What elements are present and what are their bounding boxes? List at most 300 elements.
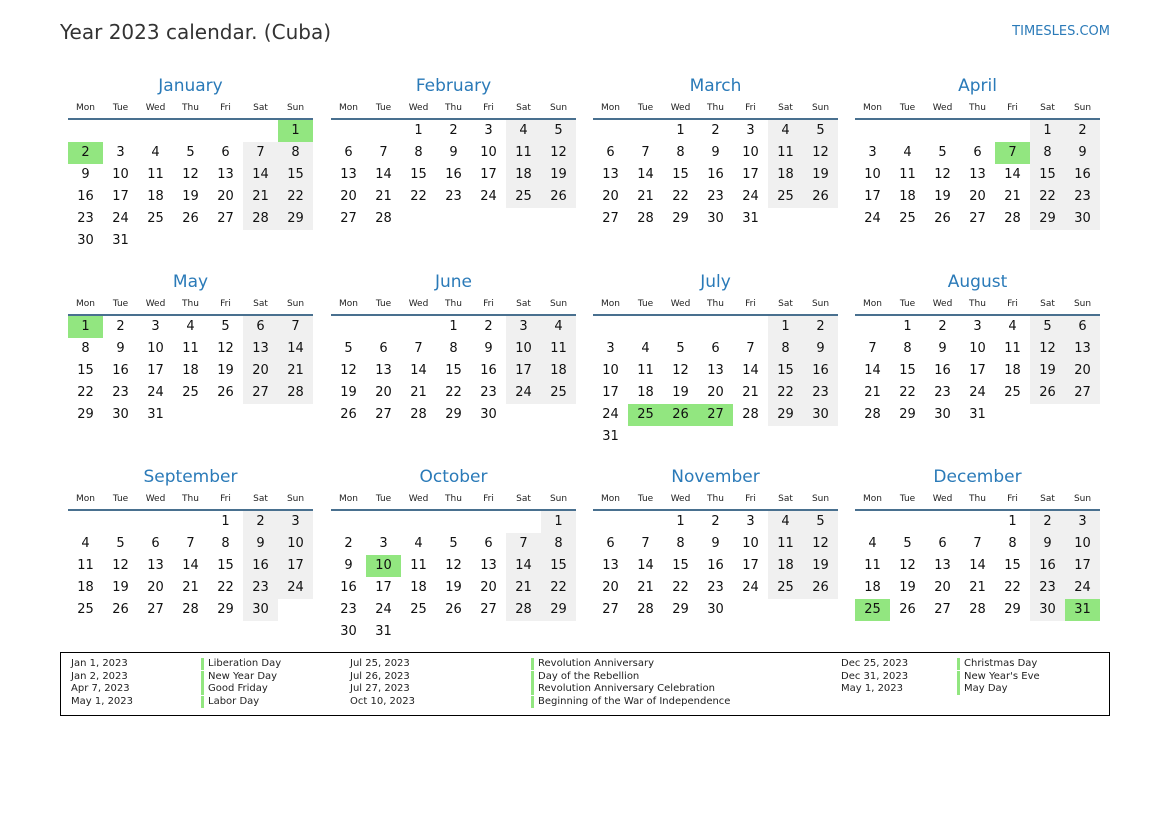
legend-holiday-name: Christmas Day xyxy=(957,658,1037,670)
day-cell: 21 xyxy=(742,385,759,400)
weekday-label: Tue xyxy=(899,494,916,504)
day-cell: 23 xyxy=(77,211,94,226)
day-cell: 23 xyxy=(445,189,462,204)
site-link[interactable]: TIMESLES.COM xyxy=(1012,24,1110,39)
legend-holiday-name: May Day xyxy=(957,683,1008,695)
day-cell: 1 xyxy=(676,514,685,529)
legend-holiday-name: Good Friday xyxy=(201,683,268,695)
week-row xyxy=(68,404,313,426)
day-cell: 9 xyxy=(1030,533,1065,555)
empty-day-cell xyxy=(138,120,173,142)
day-cell: 5 xyxy=(803,511,838,533)
week-row xyxy=(593,164,838,186)
week-row xyxy=(593,577,838,599)
day-cell: 17 xyxy=(480,167,497,182)
empty-day-cell xyxy=(331,316,366,338)
day-cell: 29 xyxy=(77,407,94,422)
day-cell: 4 xyxy=(768,120,803,142)
empty-day-cell xyxy=(541,404,576,426)
day-cell: 26 xyxy=(182,211,199,226)
legend-date: Dec 31, 2023 xyxy=(841,670,909,682)
day-cell: 2 xyxy=(243,511,278,533)
day-cell: 12 xyxy=(445,558,462,573)
day-cell: 23 xyxy=(934,385,951,400)
weekday-label: Sat xyxy=(1040,299,1055,309)
empty-day-cell xyxy=(401,511,436,533)
day-cell: 6 xyxy=(151,536,160,551)
day-cell: 6 xyxy=(243,316,278,338)
weekday-label: Tue xyxy=(112,103,129,113)
day-cell: 18 xyxy=(77,580,94,595)
day-cell: 14 xyxy=(969,558,986,573)
week-row xyxy=(68,316,313,338)
day-cell: 18 xyxy=(899,189,916,204)
day-cell: 6 xyxy=(606,536,615,551)
day-cell: 30 xyxy=(77,233,94,248)
day-cell: 11 xyxy=(182,341,199,356)
day-cell: 26 xyxy=(934,211,951,226)
week-row xyxy=(855,555,1100,577)
weekday-label: Thu xyxy=(182,494,199,504)
day-cell: 19 xyxy=(182,189,199,204)
day-cell: 13 xyxy=(934,558,951,573)
day-cell: 9 xyxy=(484,341,493,356)
day-cell: 14 xyxy=(637,167,654,182)
day-cell: 14 xyxy=(1004,167,1021,182)
day-cell: 31 xyxy=(969,407,986,422)
day-cell: 27 xyxy=(602,602,619,617)
weekday-label: Fri xyxy=(483,494,494,504)
day-cell: 16 xyxy=(243,555,278,577)
day-cell: 20 xyxy=(969,189,986,204)
day-cell: 2 xyxy=(1030,511,1065,533)
day-cell: 10 xyxy=(366,555,401,577)
week-row xyxy=(855,360,1100,382)
day-cell: 3 xyxy=(606,341,615,356)
day-cell: 31 xyxy=(375,624,392,639)
day-cell: 31 xyxy=(112,233,129,248)
week-row xyxy=(855,577,1100,599)
day-cell: 6 xyxy=(344,145,353,160)
day-cell: 15 xyxy=(1030,164,1065,186)
weekday-label: Sun xyxy=(811,494,830,504)
week-row xyxy=(331,533,576,555)
legend-date: May 1, 2023 xyxy=(841,683,904,695)
month-name: July xyxy=(700,272,731,292)
day-cell: 24 xyxy=(969,385,986,400)
day-cell: 10 xyxy=(278,533,313,555)
day-cell: 2 xyxy=(803,316,838,338)
empty-day-cell xyxy=(278,230,313,252)
empty-day-cell xyxy=(471,511,506,533)
day-cell: 1 xyxy=(1030,120,1065,142)
day-cell: 30 xyxy=(112,407,129,422)
day-cell: 16 xyxy=(803,360,838,382)
day-cell: 19 xyxy=(934,189,951,204)
empty-day-cell xyxy=(593,316,628,338)
empty-day-cell xyxy=(628,316,663,338)
day-cell: 19 xyxy=(899,580,916,595)
day-cell: 19 xyxy=(803,164,838,186)
day-cell: 4 xyxy=(541,316,576,338)
day-cell: 26 xyxy=(803,577,838,599)
empty-day-cell xyxy=(331,511,366,533)
day-cell: 13 xyxy=(969,167,986,182)
day-cell: 12 xyxy=(541,142,576,164)
weekday-label: Fri xyxy=(483,299,494,309)
day-cell: 26 xyxy=(803,186,838,208)
day-cell: 13 xyxy=(602,558,619,573)
month-july xyxy=(593,270,838,448)
day-cell: 14 xyxy=(375,167,392,182)
weekday-label: Wed xyxy=(670,299,691,309)
day-cell: 9 xyxy=(711,536,720,551)
day-cell: 29 xyxy=(541,599,576,621)
day-cell: 26 xyxy=(112,602,129,617)
month-november xyxy=(593,465,838,621)
weekday-label: Sat xyxy=(253,299,268,309)
day-cell: 5 xyxy=(344,341,353,356)
day-cell: 10 xyxy=(969,341,986,356)
empty-day-cell xyxy=(278,599,313,621)
day-cell: 17 xyxy=(602,385,619,400)
day-cell: 7 xyxy=(414,341,423,356)
day-cell: 8 xyxy=(449,341,458,356)
weekday-label: Mon xyxy=(76,494,95,504)
day-cell: 14 xyxy=(243,164,278,186)
day-cell: 25 xyxy=(1004,385,1021,400)
empty-day-cell xyxy=(925,511,960,533)
day-cell: 1 xyxy=(768,316,803,338)
day-cell: 6 xyxy=(379,341,388,356)
empty-day-cell xyxy=(593,120,628,142)
empty-day-cell xyxy=(855,316,890,338)
legend-holiday-name: New Year's Eve xyxy=(957,671,1040,683)
day-cell: 16 xyxy=(707,558,724,573)
day-cell: 4 xyxy=(186,319,195,334)
empty-day-cell xyxy=(208,230,243,252)
day-cell: 11 xyxy=(410,558,427,573)
day-cell: 8 xyxy=(541,533,576,555)
empty-day-cell xyxy=(401,208,436,230)
day-cell: 26 xyxy=(217,385,234,400)
weekday-label: Wed xyxy=(408,103,429,113)
day-cell: 21 xyxy=(637,580,654,595)
weekday-label: Mon xyxy=(601,494,620,504)
empty-day-cell xyxy=(243,404,278,426)
empty-day-cell xyxy=(208,404,243,426)
day-cell: 14 xyxy=(742,363,759,378)
weekday-label: Mon xyxy=(339,299,358,309)
weekday-label: Tue xyxy=(899,299,916,309)
day-cell: 7 xyxy=(243,142,278,164)
week-row xyxy=(593,555,838,577)
day-cell: 15 xyxy=(445,363,462,378)
month-name: June xyxy=(434,272,473,292)
day-cell: 17 xyxy=(864,189,881,204)
day-cell: 3 xyxy=(973,319,982,334)
day-cell: 15 xyxy=(541,555,576,577)
day-cell: 19 xyxy=(217,363,234,378)
day-cell: 7 xyxy=(973,536,982,551)
weekday-label: Thu xyxy=(445,103,462,113)
week-row xyxy=(593,382,838,404)
day-cell: 25 xyxy=(77,602,94,617)
day-cell: 25 xyxy=(768,186,803,208)
day-cell: 18 xyxy=(147,189,164,204)
empty-day-cell xyxy=(541,621,576,643)
week-row xyxy=(855,599,1100,621)
month-august xyxy=(855,270,1100,426)
day-cell: 20 xyxy=(375,385,392,400)
empty-day-cell xyxy=(243,230,278,252)
empty-day-cell xyxy=(173,120,208,142)
day-cell: 4 xyxy=(641,341,650,356)
week-row xyxy=(68,599,313,621)
day-cell: 1 xyxy=(903,319,912,334)
day-cell: 10 xyxy=(506,338,541,360)
weekday-label: Thu xyxy=(707,299,724,309)
day-cell: 28 xyxy=(742,407,759,422)
day-cell: 20 xyxy=(243,360,278,382)
weekday-label: Tue xyxy=(637,103,654,113)
empty-day-cell xyxy=(401,316,436,338)
day-cell: 5 xyxy=(676,341,685,356)
empty-day-cell xyxy=(436,621,471,643)
month-may xyxy=(68,270,313,426)
day-cell: 22 xyxy=(1030,186,1065,208)
day-cell: 16 xyxy=(707,167,724,182)
day-cell: 17 xyxy=(278,555,313,577)
day-cell: 11 xyxy=(637,363,654,378)
month-april xyxy=(855,74,1100,230)
day-cell: 25 xyxy=(182,385,199,400)
weekday-header-row xyxy=(331,294,576,316)
week-row xyxy=(855,533,1100,555)
day-cell: 7 xyxy=(995,142,1030,164)
week-row xyxy=(68,533,313,555)
day-cell: 27 xyxy=(969,211,986,226)
day-cell: 12 xyxy=(672,363,689,378)
weekday-label: Sun xyxy=(286,103,305,113)
week-row xyxy=(68,230,313,252)
day-cell: 4 xyxy=(81,536,90,551)
weekday-label: Sun xyxy=(811,299,830,309)
day-cell: 1 xyxy=(414,123,423,138)
week-row xyxy=(593,404,838,426)
day-cell: 9 xyxy=(1065,142,1100,164)
day-cell: 2 xyxy=(711,514,720,529)
weekday-header-row xyxy=(68,294,313,316)
day-cell: 14 xyxy=(637,558,654,573)
day-cell: 1 xyxy=(449,319,458,334)
weekday-header-row xyxy=(593,489,838,511)
day-cell: 8 xyxy=(768,338,803,360)
day-cell: 14 xyxy=(278,338,313,360)
weekday-label: Tue xyxy=(637,299,654,309)
empty-day-cell xyxy=(593,511,628,533)
weekday-label: Fri xyxy=(220,299,231,309)
day-cell: 2 xyxy=(938,319,947,334)
day-cell: 12 xyxy=(112,558,129,573)
day-cell: 2 xyxy=(484,319,493,334)
day-cell: 14 xyxy=(506,555,541,577)
empty-day-cell xyxy=(506,621,541,643)
day-cell: 31 xyxy=(742,211,759,226)
weekday-label: Fri xyxy=(220,494,231,504)
empty-day-cell xyxy=(506,511,541,533)
day-cell: 28 xyxy=(243,208,278,230)
day-cell: 25 xyxy=(506,186,541,208)
day-cell: 2 xyxy=(116,319,125,334)
day-cell: 8 xyxy=(81,341,90,356)
day-cell: 25 xyxy=(410,602,427,617)
day-cell: 8 xyxy=(1030,142,1065,164)
day-cell: 25 xyxy=(147,211,164,226)
weekday-label: Sat xyxy=(778,103,793,113)
day-cell: 27 xyxy=(480,602,497,617)
day-cell: 21 xyxy=(243,186,278,208)
weekday-label: Sun xyxy=(286,494,305,504)
day-cell: 12 xyxy=(934,167,951,182)
day-cell: 9 xyxy=(81,167,90,182)
week-row xyxy=(855,142,1100,164)
week-row xyxy=(68,164,313,186)
weekday-label: Wed xyxy=(145,494,166,504)
day-cell: 11 xyxy=(77,558,94,573)
day-cell: 19 xyxy=(803,555,838,577)
day-cell: 11 xyxy=(899,167,916,182)
day-cell: 27 xyxy=(147,602,164,617)
day-cell: 6 xyxy=(711,341,720,356)
day-cell: 21 xyxy=(1004,189,1021,204)
day-cell: 2 xyxy=(711,123,720,138)
day-cell: 18 xyxy=(768,555,803,577)
weekday-label: Sat xyxy=(516,299,531,309)
weekday-label: Tue xyxy=(637,494,654,504)
day-cell: 22 xyxy=(217,580,234,595)
day-cell: 21 xyxy=(278,360,313,382)
day-cell: 27 xyxy=(934,602,951,617)
empty-day-cell xyxy=(436,511,471,533)
day-cell: 16 xyxy=(1030,555,1065,577)
legend-date: Jan 1, 2023 xyxy=(71,658,128,669)
weekday-label: Sun xyxy=(1073,103,1092,113)
week-row xyxy=(331,555,576,577)
day-cell: 23 xyxy=(112,385,129,400)
week-row xyxy=(68,120,313,142)
month-october xyxy=(331,465,576,643)
day-cell: 30 xyxy=(1065,208,1100,230)
day-cell: 15 xyxy=(217,558,234,573)
day-cell: 6 xyxy=(973,145,982,160)
day-cell: 28 xyxy=(637,211,654,226)
empty-day-cell xyxy=(471,208,506,230)
day-cell: 5 xyxy=(938,145,947,160)
empty-day-cell xyxy=(803,208,838,230)
weekday-label: Tue xyxy=(899,103,916,113)
day-cell: 20 xyxy=(340,189,357,204)
empty-day-cell xyxy=(103,511,138,533)
weekday-label: Sun xyxy=(1073,494,1092,504)
empty-day-cell xyxy=(366,511,401,533)
month-name: February xyxy=(415,76,492,96)
week-row xyxy=(593,360,838,382)
day-cell: 22 xyxy=(410,189,427,204)
day-cell: 17 xyxy=(112,189,129,204)
day-cell: 7 xyxy=(506,533,541,555)
weekday-label: Mon xyxy=(863,494,882,504)
day-cell: 6 xyxy=(938,536,947,551)
day-cell: 22 xyxy=(541,577,576,599)
day-cell: 14 xyxy=(182,558,199,573)
empty-day-cell xyxy=(663,426,698,448)
legend-holiday-name: Beginning of the War of Independence xyxy=(531,696,730,708)
day-cell: 7 xyxy=(641,145,650,160)
day-cell: 7 xyxy=(746,341,755,356)
day-cell: 8 xyxy=(278,142,313,164)
day-cell: 29 xyxy=(1030,208,1065,230)
empty-day-cell xyxy=(960,511,995,533)
day-cell: 25 xyxy=(541,382,576,404)
empty-day-cell xyxy=(628,120,663,142)
week-row xyxy=(68,511,313,533)
week-row xyxy=(331,511,576,533)
weekday-label: Tue xyxy=(375,299,392,309)
day-cell: 27 xyxy=(375,407,392,422)
weekday-header-row xyxy=(331,98,576,120)
day-cell: 11 xyxy=(768,142,803,164)
day-cell: 11 xyxy=(541,338,576,360)
day-cell: 6 xyxy=(1065,316,1100,338)
empty-day-cell xyxy=(698,426,733,448)
day-cell: 8 xyxy=(221,536,230,551)
weekday-label: Thu xyxy=(182,299,199,309)
weekday-label: Wed xyxy=(932,299,953,309)
empty-day-cell xyxy=(803,599,838,621)
week-row xyxy=(855,120,1100,142)
day-cell: 19 xyxy=(1030,360,1065,382)
day-cell: 10 xyxy=(864,167,881,182)
day-cell: 5 xyxy=(221,319,230,334)
weekday-label: Sat xyxy=(516,494,531,504)
day-cell: 22 xyxy=(899,385,916,400)
week-row xyxy=(331,338,576,360)
weekday-label: Wed xyxy=(145,103,166,113)
day-cell: 11 xyxy=(768,533,803,555)
month-name: October xyxy=(419,467,488,487)
day-cell: 29 xyxy=(768,404,803,426)
day-cell: 4 xyxy=(414,536,423,551)
week-row xyxy=(331,621,576,643)
day-cell: 15 xyxy=(410,167,427,182)
day-cell: 20 xyxy=(602,189,619,204)
legend-holiday-name: New Year Day xyxy=(201,671,277,683)
weekday-label: Fri xyxy=(1007,103,1018,113)
empty-day-cell xyxy=(855,120,890,142)
empty-day-cell xyxy=(436,208,471,230)
day-cell: 16 xyxy=(480,363,497,378)
weekday-label: Mon xyxy=(863,103,882,113)
legend-holiday-name: Liberation Day xyxy=(201,658,281,670)
day-cell: 29 xyxy=(672,211,689,226)
weekday-label: Sat xyxy=(253,103,268,113)
day-cell: 13 xyxy=(1065,338,1100,360)
day-cell: 3 xyxy=(116,145,125,160)
week-row xyxy=(593,511,838,533)
day-cell: 1 xyxy=(541,511,576,533)
day-cell: 8 xyxy=(414,145,423,160)
